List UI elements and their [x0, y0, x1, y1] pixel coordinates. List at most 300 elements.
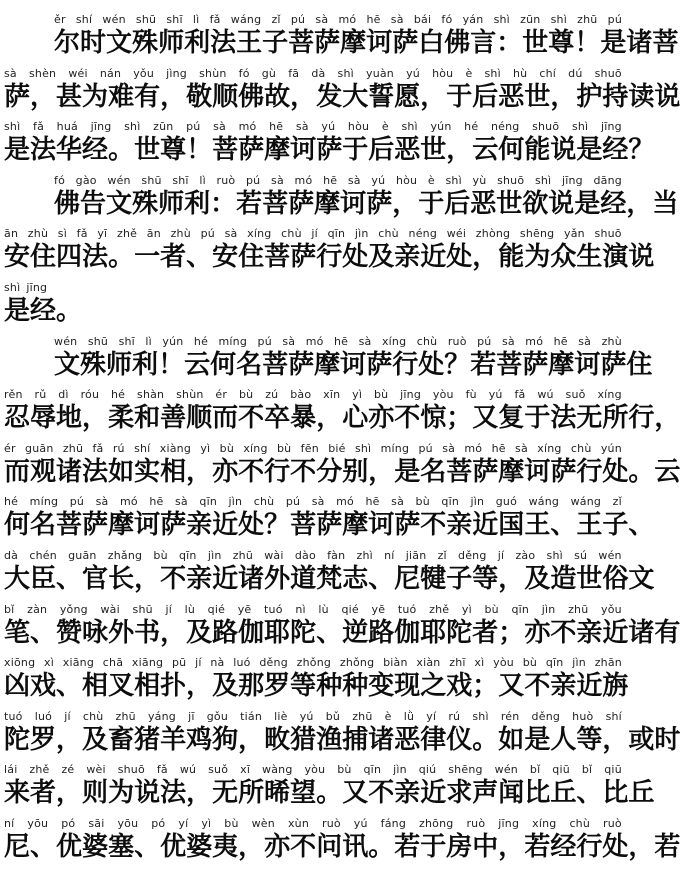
chinese-text	[4, 455, 680, 489]
pinyin-syllable: jī	[188, 709, 195, 723]
pinyin-syllable: jí	[311, 227, 318, 241]
hanzi-char: 分	[316, 456, 343, 487]
hanzi-char: 望	[290, 778, 317, 809]
pinyin-syllable: yǒu	[601, 602, 622, 616]
pinyin-syllable: sà	[95, 495, 109, 509]
hanzi-char: 摩	[498, 456, 525, 487]
pinyin-syllable: tuó	[264, 602, 283, 616]
pinyin-syllable: qīn	[199, 495, 218, 509]
hanzi-char: 亦	[368, 403, 395, 434]
pinyin-syllable: sāi	[88, 817, 105, 830]
hanzi-char: 说	[134, 778, 161, 809]
pinyin-syllable: xì	[44, 656, 54, 670]
pinyin-syllable: zhù	[601, 334, 622, 348]
pinyin-syllable: hé	[193, 334, 209, 348]
pinyin-syllable: zhān	[594, 656, 622, 670]
pinyin-syllable: děng	[531, 709, 561, 723]
hanzi-char: 法	[82, 456, 109, 487]
pinyin-syllable: xíng	[537, 441, 562, 455]
hanzi-char: 近	[472, 510, 499, 541]
hanzi-char: 、	[316, 617, 343, 648]
hanzi-char: 顺	[212, 81, 239, 112]
pinyin-syllable: shì	[401, 120, 418, 134]
hanzi-char: 不	[524, 671, 551, 702]
pinyin-syllable: xīn	[323, 388, 341, 402]
hanzi-char: 云	[184, 349, 211, 380]
hanzi-char: 若	[524, 832, 551, 862]
hanzi-char: 、	[576, 778, 603, 809]
chinese-text	[54, 187, 679, 221]
pinyin-syllable: rǔ	[34, 388, 47, 402]
pinyin-syllable: huò	[572, 709, 594, 723]
pinyin-syllable: mó	[338, 13, 357, 26]
pinyin-syllable: zhū	[115, 709, 136, 723]
hanzi-char: 亦	[212, 456, 239, 487]
pinyin-syllable: pú	[200, 227, 215, 241]
hanzi-char: 近	[420, 242, 447, 273]
pinyin-syllable: zhì	[356, 549, 373, 562]
text-line	[0, 762, 655, 810]
hanzi-char: 萨	[366, 188, 393, 219]
pinyin-syllable: qīn	[545, 656, 564, 670]
hanzi-char: 猎	[290, 724, 317, 755]
hanzi-char: 子	[446, 564, 473, 594]
pinyin-syllable: yún	[430, 120, 452, 134]
pinyin-syllable: è	[427, 173, 435, 187]
pinyin-syllable: jí	[497, 549, 505, 562]
pinyin-syllable: zhī	[449, 656, 466, 670]
hanzi-char: 陀	[446, 617, 473, 648]
pinyin-syllable: ān	[4, 227, 19, 241]
hanzi-char: 文	[54, 349, 81, 380]
hanzi-char: 亦	[524, 617, 551, 648]
hanzi-char: 所	[238, 778, 265, 809]
hanzi-char: 亲	[394, 778, 421, 809]
hanzi-char: 问	[316, 832, 343, 862]
hanzi-char: 及	[82, 724, 109, 755]
hanzi-char: 何	[4, 510, 31, 541]
text-line	[0, 387, 680, 435]
pinyin-syllable: zhù	[170, 227, 191, 241]
pinyin-syllable: zé	[61, 763, 75, 777]
pinyin-syllable: fǎ	[76, 227, 88, 241]
pinyin-syllable: guān	[68, 549, 97, 562]
pinyin-syllable: pú	[290, 13, 306, 26]
hanzi-char: 发	[316, 81, 343, 112]
hanzi-char: 后	[444, 188, 471, 219]
hanzi-char: 那	[238, 671, 265, 702]
hanzi-char: 臣	[30, 564, 57, 594]
pinyin-syllable: děng	[458, 549, 487, 562]
hanzi-char: 难	[108, 81, 135, 112]
pinyin-syllable: pú	[69, 495, 85, 509]
hanzi-char: ，	[82, 403, 109, 434]
pinyin-syllable: shí	[605, 709, 622, 723]
hanzi-char: 、	[30, 832, 57, 862]
pinyin-syllable: pú	[477, 334, 492, 348]
pinyin-syllable: yú	[353, 817, 368, 830]
pinyin-syllable: yē	[237, 602, 252, 616]
hanzi-char: 萨	[82, 510, 109, 541]
pinyin-syllable: huá	[56, 120, 78, 134]
hanzi-char: 子	[262, 28, 289, 58]
hanzi-char: 是	[600, 28, 627, 58]
pinyin-syllable: shì	[550, 13, 567, 26]
pinyin-syllable: chù	[570, 441, 592, 455]
pinyin-syllable: qīn	[178, 549, 197, 562]
pinyin-syllable: rú	[448, 709, 461, 723]
hanzi-char: 为	[108, 778, 135, 809]
pinyin-syllable: xùn	[287, 817, 309, 830]
hanzi-char: 变	[368, 671, 395, 702]
pinyin-syllable: chén	[29, 549, 57, 562]
pinyin-syllable: yú	[299, 709, 314, 723]
pinyin-syllable: hē	[149, 495, 164, 509]
chinese-text	[54, 348, 653, 382]
pinyin-syllable: shì	[571, 120, 589, 134]
pinyin-syllable: jīng	[600, 120, 622, 134]
hanzi-char: 住	[626, 349, 653, 380]
hanzi-char: ，	[472, 242, 499, 273]
pinyin-syllable: fàn	[327, 549, 346, 562]
pinyin-syllable: fó	[54, 173, 66, 187]
pinyin-syllable: nì	[295, 602, 306, 616]
hanzi-char: 、	[550, 510, 577, 541]
pinyin-syllable: shùn	[176, 388, 204, 402]
hanzi-char: 近	[212, 510, 239, 541]
pinyin-syllable: róu	[80, 388, 100, 402]
pinyin-syllable: jìn	[470, 495, 485, 509]
hanzi-char: 世	[134, 135, 161, 166]
pinyin-syllable: yì	[200, 441, 211, 455]
pinyin-syllable: yí	[178, 817, 189, 830]
pinyin-syllable: dú	[568, 66, 583, 80]
pinyin-syllable: jìn	[228, 495, 243, 509]
pinyin-syllable: mó	[464, 441, 483, 455]
hanzi-char: 罗	[30, 724, 57, 755]
hanzi-char: 优	[160, 832, 187, 862]
pinyin-syllable: shì	[4, 120, 21, 134]
pinyin-syllable: fù	[465, 388, 477, 402]
hanzi-char: 于	[524, 403, 551, 434]
pinyin-syllable: sà	[390, 13, 404, 26]
pinyin-syllable: chù	[82, 709, 104, 723]
hanzi-char: 暴	[290, 403, 317, 434]
chinese-text	[4, 240, 655, 274]
pinyin-syllable: yōu	[117, 817, 139, 830]
hanzi-char: 萨	[550, 456, 577, 487]
pinyin-syllable: ān	[146, 227, 161, 241]
pinyin-syllable: zhū	[568, 602, 589, 616]
hanzi-char: 住	[238, 242, 265, 273]
hanzi-char: 若	[654, 832, 680, 862]
hanzi-char: 种	[342, 671, 369, 702]
pinyin-syllable: zào	[515, 549, 536, 562]
hanzi-char: 而	[4, 456, 31, 487]
chinese-text	[4, 669, 629, 703]
hanzi-char: 亲	[394, 242, 421, 273]
pinyin-syllable: xì	[474, 656, 485, 670]
hanzi-char: ，	[392, 188, 419, 219]
text-line	[0, 709, 680, 757]
pinyin-syllable: bù	[415, 495, 430, 509]
hanzi-char: ，	[238, 724, 265, 755]
hanzi-char: 摩	[314, 188, 341, 219]
hanzi-char: 诃	[524, 456, 551, 487]
hanzi-char: 扑	[160, 671, 187, 702]
hanzi-char: 佛	[238, 81, 265, 112]
hanzi-char: ？	[264, 510, 291, 541]
pinyin-syllable: fā	[288, 66, 300, 80]
hanzi-char: 佛	[54, 188, 81, 219]
pinyin-syllable: sà	[358, 334, 372, 348]
hanzi-char: ，	[186, 456, 213, 487]
pinyin-syllable: bù	[484, 602, 499, 616]
pinyin-syllable: shì	[354, 441, 372, 455]
hanzi-char: 观	[30, 456, 57, 487]
text-line	[0, 602, 680, 650]
hanzi-char: 及	[212, 671, 239, 702]
pinyin-syllable: jīng	[26, 281, 48, 294]
pinyin-syllable: yì	[461, 602, 472, 616]
pinyin-syllable: shì	[484, 66, 501, 80]
hanzi-char: ，	[498, 832, 525, 862]
hanzi-char: 经	[602, 135, 629, 166]
hanzi-char: ；	[446, 403, 473, 434]
hanzi-char: 道	[290, 564, 317, 594]
hanzi-char: ，	[238, 832, 265, 862]
pinyin-syllable: xíng	[597, 388, 622, 402]
hanzi-char: 别	[342, 456, 369, 487]
pinyin-syllable: shàn	[137, 388, 165, 402]
pinyin-syllable: jìn	[572, 656, 586, 670]
pinyin-syllable: sà	[391, 495, 405, 509]
pinyin-syllable: lù	[318, 602, 329, 616]
pinyin-syllable: yǒu	[133, 66, 155, 80]
hanzi-char: 声	[472, 778, 499, 809]
pinyin-syllable: luó	[34, 709, 53, 723]
hanzi-char: 行	[316, 242, 343, 273]
pinyin-syllable: wú	[179, 763, 197, 777]
pinyin-syllable: tián	[240, 709, 263, 723]
hanzi-char: 恶	[470, 188, 497, 219]
hanzi-char: 者	[160, 242, 187, 273]
chinese-text	[4, 80, 680, 114]
pinyin-syllable: mó	[119, 495, 138, 509]
pinyin-syllable: jìn	[207, 549, 222, 562]
hanzi-char: 房	[446, 832, 473, 862]
pinyin-syllable: zǐ	[612, 495, 622, 509]
pinyin-syllable: dào	[294, 549, 316, 562]
hanzi-char: 师	[106, 349, 133, 380]
pinyin-syllable: yī	[97, 227, 108, 241]
hanzi-char: 及	[524, 564, 551, 594]
pinyin-syllable: sà	[282, 334, 296, 348]
hanzi-char: 菩	[262, 349, 289, 380]
hanzi-char: 持	[602, 81, 629, 112]
hanzi-char: 、	[368, 564, 395, 594]
hanzi-char: 一	[134, 242, 161, 273]
hanzi-char: ，	[654, 403, 680, 434]
hanzi-char: 路	[212, 617, 239, 648]
hanzi-char: 耶	[420, 617, 447, 648]
hanzi-char: 读	[628, 81, 655, 112]
text-line	[0, 119, 655, 167]
hanzi-char: 王	[236, 28, 263, 58]
pinyin-syllable: jí	[165, 602, 172, 616]
hanzi-char: 夷	[212, 832, 239, 862]
pinyin-syllable: wén	[107, 173, 131, 187]
pinyin-syllable: shì	[124, 120, 141, 134]
hanzi-char: 佛	[444, 28, 471, 58]
hanzi-char: 亦	[264, 832, 291, 862]
hanzi-char: 菩	[212, 135, 239, 166]
pinyin-syllable: shí	[134, 441, 151, 455]
pinyin-syllable: hé	[464, 120, 479, 134]
pinyin-syllable: jīng	[498, 817, 520, 830]
pinyin-syllable: ruò	[466, 817, 486, 830]
hanzi-char: 不	[394, 403, 421, 434]
pinyin-syllable: hòu	[395, 173, 418, 187]
hanzi-char: 旃	[602, 671, 629, 702]
pinyin-syllable: ní	[384, 549, 395, 562]
hanzi-char: 敬	[186, 81, 213, 112]
hanzi-char: 相	[82, 671, 109, 702]
hanzi-char: ！	[186, 135, 213, 166]
hanzi-char: 师	[158, 28, 185, 58]
text-line	[0, 66, 680, 114]
hanzi-char: 。	[108, 242, 135, 273]
hanzi-char: 经	[600, 188, 627, 219]
hanzi-char: 菩	[446, 456, 473, 487]
pinyin-syllable: zhōng	[419, 817, 454, 830]
pinyin-syllable: lǜ	[403, 709, 415, 723]
pinyin-syllable: sà	[271, 173, 284, 187]
hanzi-char: 华	[56, 135, 83, 166]
hanzi-char: 诃	[368, 510, 395, 541]
hanzi-char: 何	[498, 135, 525, 166]
pinyin-syllable: lái	[4, 763, 18, 777]
pinyin-syllable: qié	[207, 602, 226, 616]
hanzi-char: 叉	[108, 671, 135, 702]
pinyin-syllable: bù	[153, 549, 168, 562]
hanzi-char: 摩	[314, 349, 341, 380]
hanzi-char: 能	[498, 242, 525, 273]
chinese-text	[4, 723, 680, 757]
pinyin-syllable: yē	[371, 602, 386, 616]
pinyin-syllable: yú	[371, 173, 386, 187]
hanzi-char: 人	[550, 724, 577, 755]
hanzi-char: 求	[446, 778, 473, 809]
pinyin-syllable: shū	[132, 602, 153, 616]
hanzi-char: 经	[82, 135, 109, 166]
hanzi-char: 如	[108, 456, 135, 487]
pinyin-syllable: yì	[201, 817, 212, 830]
pinyin-syllable: hē	[491, 441, 506, 455]
pinyin-syllable: shuō	[532, 120, 560, 134]
pinyin-syllable: jīng	[400, 388, 422, 402]
pinyin-syllable: děng	[259, 656, 288, 670]
pinyin-syllable: sà	[224, 227, 238, 241]
pinyin-syllable: zhǒng	[339, 656, 375, 670]
hanzi-char: 萨	[392, 28, 419, 58]
pinyin-syllable: fǎ	[33, 120, 45, 134]
hanzi-char: 四	[56, 242, 83, 273]
hanzi-char: ，	[186, 778, 213, 809]
hanzi-char: 名	[420, 456, 447, 487]
pinyin-syllable: wèn	[251, 817, 275, 830]
hanzi-char: 则	[82, 778, 109, 809]
hanzi-char: 王	[524, 510, 551, 541]
pinyin-syllable: bǐ	[581, 763, 593, 777]
hanzi-char: 于	[342, 135, 369, 166]
pinyin-syllable: rěn	[4, 388, 23, 402]
pinyin-syllable: hē	[553, 334, 568, 348]
hanzi-char: 菩	[264, 242, 291, 273]
hanzi-char: 世	[576, 564, 603, 594]
pinyin-syllable: yòu	[304, 763, 326, 777]
chinese-text	[54, 26, 679, 60]
pinyin-syllable: wén	[598, 549, 622, 562]
hanzi-char: 若	[394, 832, 421, 862]
hanzi-char: 文	[628, 564, 655, 594]
pinyin-syllable: yún	[162, 334, 184, 348]
hanzi-char: 摩	[108, 510, 135, 541]
hanzi-char: 当	[652, 188, 679, 219]
hanzi-char: 现	[394, 671, 421, 702]
hanzi-char: 闻	[498, 778, 525, 809]
pinyin-syllable: yú	[488, 388, 503, 402]
pinyin-syllable: yù	[472, 173, 487, 187]
pinyin-syllable: bǔ	[325, 709, 341, 723]
pinyin-syllable: shì	[4, 281, 21, 294]
hanzi-char: 优	[56, 832, 83, 862]
hanzi-char: 。	[316, 778, 343, 809]
hanzi-char: 处	[418, 349, 445, 380]
hanzi-char: 近	[576, 671, 603, 702]
hanzi-char: 造	[550, 564, 577, 594]
hanzi-char: 无	[576, 403, 603, 434]
pinyin-syllable: fǎ	[514, 388, 526, 402]
hanzi-char: 住	[30, 242, 57, 273]
pinyin-syllable: jiān	[405, 549, 427, 562]
pinyin-syllable: jīng	[561, 173, 583, 187]
pinyin-syllable: fó	[441, 13, 453, 26]
hanzi-char: 行	[576, 456, 603, 487]
hanzi-char: ，	[160, 81, 187, 112]
hanzi-char: 萨	[160, 510, 187, 541]
hanzi-char: 说	[628, 242, 655, 273]
pinyin-syllable: shì	[546, 549, 563, 562]
hanzi-char: ，	[628, 832, 655, 862]
pinyin-syllable: fǎ	[92, 441, 104, 455]
hanzi-char: 摩	[342, 510, 369, 541]
pinyin-syllable: zhòng	[475, 227, 511, 241]
pinyin-syllable: zhū	[62, 441, 84, 455]
pinyin-syllable: qiū	[552, 763, 570, 777]
hanzi-char: 惊	[420, 403, 447, 434]
hanzi-char: 诃	[340, 188, 367, 219]
hanzi-char: ，	[626, 188, 653, 219]
hanzi-char: 狗	[212, 724, 239, 755]
hanzi-char: ；	[498, 617, 525, 648]
hanzi-char: 欲	[522, 188, 549, 219]
hanzi-char: 亲	[550, 671, 577, 702]
hanzi-char: 无	[212, 778, 239, 809]
hanzi-char: 萨	[600, 349, 627, 380]
hanzi-char: 书	[134, 617, 161, 648]
hanzi-char: 护	[576, 81, 603, 112]
